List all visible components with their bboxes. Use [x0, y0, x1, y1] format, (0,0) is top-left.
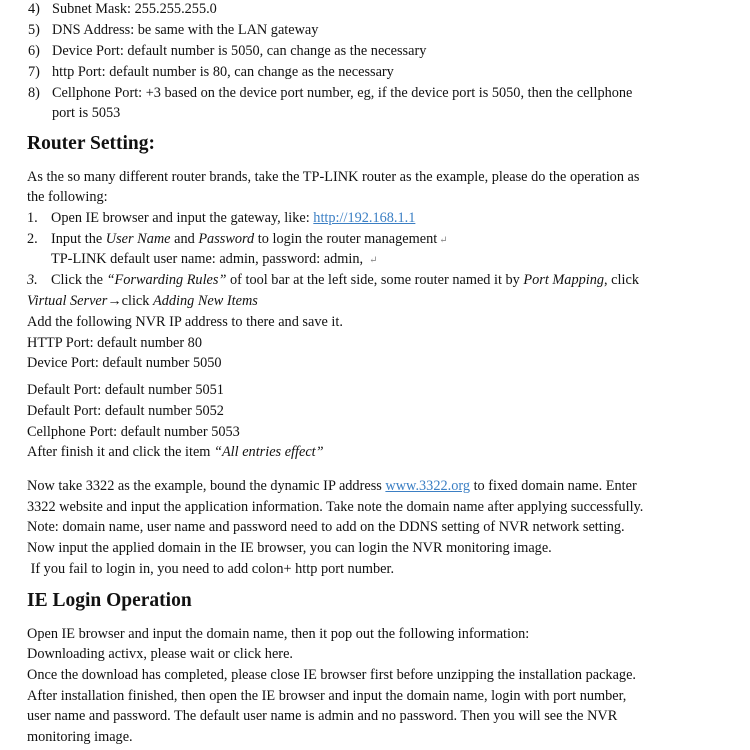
default-port-line-1: Default Port: default number 5051	[27, 382, 224, 398]
return-mark-icon: ↵	[439, 235, 448, 246]
ddns-text: to fixed domain name. Enter	[470, 478, 637, 494]
list-item	[28, 84, 632, 102]
list-text: Cellphone Port: +3 based on the device port number, eg, if the device port is 5050, then the cellphone	[52, 85, 633, 101]
port-mapping-term: Port Mapping	[523, 272, 605, 288]
step-text: Click the	[51, 272, 107, 288]
step-text: click	[121, 293, 153, 309]
step-text: to login the router management	[254, 231, 438, 247]
list-number: 8)	[28, 85, 40, 101]
list-item	[28, 0, 217, 18]
list-text: Device Port: default number is 5050, can change as the necessary	[52, 43, 427, 59]
step-text: Input the	[51, 231, 106, 247]
arrow-right-icon: →	[107, 293, 122, 309]
ddns-line-5: If you fail to login in, you need to add colon+ http port number.	[27, 561, 395, 577]
router-intro-line-2: the following:	[27, 189, 108, 205]
list-text: Subnet Mask: 255.255.255.0	[52, 1, 217, 17]
step-number: 1.	[27, 210, 38, 226]
list-number: 7)	[28, 64, 40, 80]
ie-line-2: Downloading activx, please wait or click here.	[27, 646, 293, 662]
default-port-line-2: Default Port: default number 5052	[27, 403, 224, 419]
list-item	[28, 42, 426, 60]
list-number: 5)	[28, 22, 40, 38]
list-number: 6)	[28, 43, 40, 59]
router-setting-heading: Router Setting:	[27, 133, 155, 154]
ie-line-4: After installation finished, then open the IE browser and input the domain name, login with port number,	[27, 688, 627, 704]
device-port-line: Device Port: default number 5050	[27, 355, 222, 371]
ie-line-3: Once the download has completed, please close IE browser first before unzipping the installation package.	[27, 667, 636, 683]
all-entries-effect-term: “All entries effect”	[214, 444, 324, 460]
step-number: 2.	[27, 231, 38, 247]
default-credentials: TP-LINK default user name: admin, password: admin,	[51, 251, 364, 267]
step-number: 3.	[27, 272, 38, 288]
ddns-line-4: Now input the applied domain in the IE browser, you can login the NVR monitoring image.	[27, 540, 552, 556]
step-2	[27, 230, 448, 250]
after-finish-text: After finish it and click the item	[27, 444, 214, 460]
list-number: 4)	[28, 1, 40, 17]
ie-line-5: user name and password. The default user name is admin and no password. Then you will see the NVR	[27, 708, 618, 724]
step-text: , click	[604, 272, 639, 288]
add-ip-line: Add the following NVR IP address to there and save it.	[27, 314, 343, 330]
password-term: Password	[198, 231, 255, 247]
list-text: DNS Address: be same with the LAN gateway	[52, 22, 319, 38]
after-finish-line	[27, 443, 324, 461]
step-1	[27, 209, 415, 227]
ddns-line-3: Note: domain name, user name and password need to add on the DDNS setting of NVR network setting.	[27, 519, 625, 535]
list-item	[28, 63, 394, 81]
list-text: http Port: default number is 80, can change as the necessary	[52, 64, 394, 80]
list-item-continuation: port is 5053	[52, 105, 121, 121]
gateway-link[interactable]: http://192.168.1.1	[313, 210, 416, 226]
virtual-server-term: Virtual Server	[27, 293, 108, 309]
forwarding-rules-term: “Forwarding Rules”	[106, 272, 227, 288]
http-port-line: HTTP Port: default number 80	[27, 335, 202, 351]
ie-line-6: monitoring image.	[27, 729, 133, 745]
step-text: Open IE browser and input the gateway, like:	[51, 210, 314, 226]
return-mark-icon: ↵	[369, 255, 378, 266]
list-item	[28, 21, 318, 39]
user-name-term: User Name	[105, 231, 171, 247]
ie-login-heading: IE Login Operation	[27, 590, 192, 611]
step-2-line-2	[51, 250, 377, 270]
ddns-line-2: 3322 website and input the application information. Take note the domain name after applying successfully.	[27, 499, 644, 515]
router-intro-line-1: As the so many different router brands, take the TP-LINK router as the example, please do the operation as	[27, 169, 640, 185]
ddns-text: Now take 3322 as the example, bound the dynamic IP address	[27, 478, 386, 494]
step-3	[27, 271, 639, 289]
cellphone-port-line: Cellphone Port: default number 5053	[27, 424, 240, 440]
step-3-line-2	[27, 292, 258, 310]
step-text: and	[170, 231, 199, 247]
ddns-line-1	[27, 477, 637, 495]
ddns-link[interactable]: www.3322.org	[385, 478, 470, 494]
adding-new-items-term: Adding New Items	[153, 293, 258, 309]
ie-line-1: Open IE browser and input the domain name, then it pop out the following information:	[27, 626, 530, 642]
step-text: of tool bar at the left side, some router named it by	[226, 272, 524, 288]
